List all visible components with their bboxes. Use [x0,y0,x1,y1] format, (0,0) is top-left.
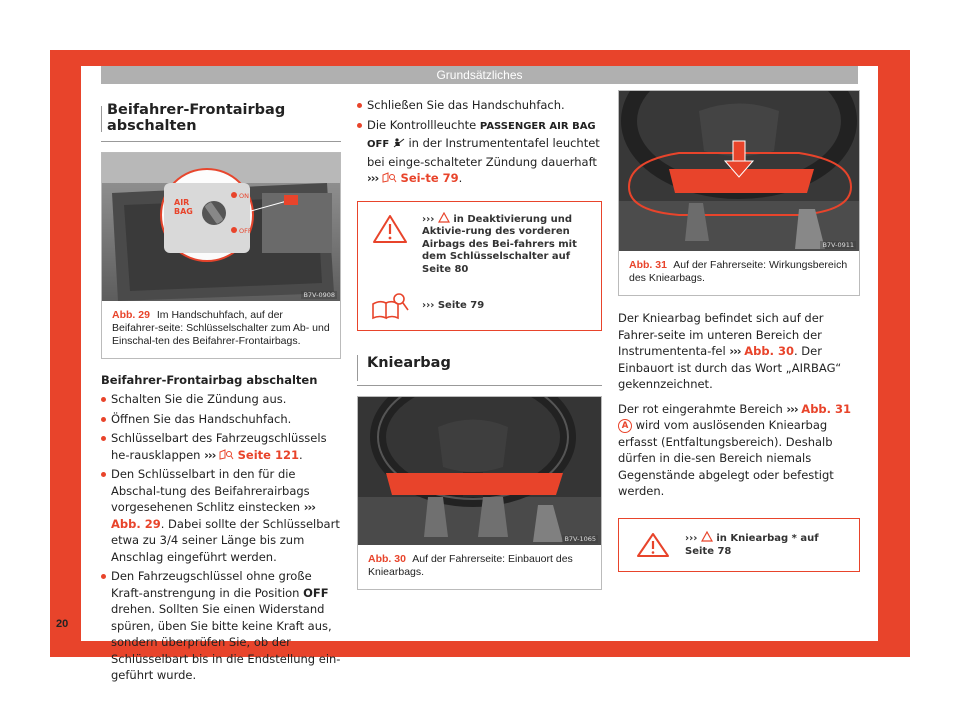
chapter-header: Grundsätzliches [101,66,858,84]
indicator-label: PASSENGER AIR BAG OFF [367,120,596,150]
figure-30-caption [358,545,601,589]
instructions-heading: Beifahrer-Frontairbag abschalten [101,373,318,387]
page-reference-link[interactable]: Seite 121 [237,447,299,462]
reference-arrows: ››› [685,533,698,544]
section-header [101,102,341,142]
figure-30-image [358,397,601,545]
list-item-text: Den Fahrzeugschlüssel ohne große Kraft-anstrengung in die Position [111,569,312,600]
figure-30-code: B7V-1065 [564,535,596,543]
warning-reference-link[interactable]: in Deaktivierung und Aktivie-rung des vorderen Airbags des Bei-fahrers mit dem Schlüsselschalter auf Seite 80 [422,213,577,275]
column-left [101,94,341,687]
section-title-kniearbag: Kniearbag [357,351,602,386]
section-title: Beifahrer-Frontairbag abschalten [101,102,341,142]
list-item-text: Schalten Sie die Zündung aus. [111,392,287,406]
figure-reference-link[interactable]: Abb. 30 [744,344,794,358]
warning-triangle-icon [633,531,673,559]
figure-reference-link[interactable]: Abb. 31 [801,401,852,416]
paragraph-text: . Der Einbauort ist durch das Wort „AIRBAG“ gekennzeichnet. [618,344,842,391]
figure-31-number: Abb. 31 [629,259,667,271]
figure-29-number: Abb. 29 [112,309,150,321]
reference-arrows: ››› [786,401,798,416]
paragraph-text: wird vom auslösenden Kniearbag erfasst (Entfaltungsbereich). Deshalb dürfen in die-sen Bereich niemals Gegenstände abgelegt oder befestigt werden. [618,418,834,498]
small-warning-icon [438,212,450,223]
list-item-text: Die Kontrollleuchte [367,117,477,132]
figure-29 [101,152,341,359]
figure-29-code: B7V-0908 [303,291,335,299]
list-item-text: Den Schlüsselbart in den für die Abschal-tung des Beifahrerairbags vorgesehenen Schlitz einstecken [111,467,310,514]
note-row-warning [370,212,589,277]
warning-notebox-kniearbag [618,518,860,572]
marker-a-badge: A [618,419,632,433]
reference-arrows: ››› [367,171,379,185]
small-warning-icon [701,531,713,542]
figure-31-caption [619,251,859,295]
list-item-text: Schließen Sie das Handschuhfach. [367,98,565,112]
warning-note-text [685,531,845,558]
list-item [101,466,341,565]
instruction-list-continued [357,97,602,187]
warning-notebox [357,201,602,332]
figure-31-image [619,91,859,251]
list-item-text: Schlüsselbart des Fahrzeugschlüssels he-rausklappen [111,431,327,462]
paragraph-deployment-area [618,401,860,500]
column-right [618,90,860,572]
warning-reference-link[interactable]: in Kniearbag * auf Seite 78 [685,533,819,557]
figure-29-label-off: OFF [239,227,252,235]
info-reference-link[interactable]: ››› Seite 79 [422,300,485,311]
page-reference-link[interactable]: Sei-te 79 [400,171,459,185]
key-book-icon [382,172,397,183]
paragraph-text: Der rot eingerahmte Bereich [618,401,783,416]
knee-airbag-deployment-illustration [619,91,859,251]
warning-triangle-icon [370,212,410,246]
figure-30-caption-text: Auf der Fahrerseite: Einbauort des Kniearbags. [368,553,573,578]
figure-29-label-bag: BAG [174,207,193,216]
reference-arrows: ››› [729,344,741,358]
instruction-list [101,391,341,684]
airbag-off-icon [393,138,405,148]
glovebox-illustration [102,153,340,301]
list-item [357,117,602,187]
warning-note-text [422,212,589,277]
reference-arrows: ››› [422,213,435,225]
figure-29-label-air: AIR [174,198,190,207]
list-item [357,97,602,114]
list-item [101,391,341,408]
page-number: 20 [56,618,69,630]
list-item-text: . [458,171,463,185]
list-item-text: . Dabei sollte der Schlüsselbart etwa zu 3/4 seiner Länge bis zum Anschlag eingeführt werden. [111,516,340,564]
figure-31-code: B7V-0911 [822,241,854,249]
figure-29-caption [102,301,340,358]
note-row-info [370,290,589,320]
figure-31-caption-text: Auf der Fahrerseite: Wirkungsbereich des Kniearbags. [629,259,848,284]
key-book-icon [219,449,234,460]
knee-airbag-location-illustration [358,397,601,545]
paragraph-location [618,310,860,393]
figure-30 [357,396,602,590]
list-item-text: drehen. Sollten Sie einen Widerstand spüren, üben Sie bitte keine Kraft aus, sondern überprüfen Sie, ob der Schlüsselbart bis in die Endstellung ein-geführt wurde. [111,602,341,682]
figure-29-caption-text: Im Handschuhfach, auf der Beifahrer-seite: Schlüsselschalter zum Ab- und Einschal-ten des Beifahrer-Frontairbags. [112,309,330,347]
figure-29-image [102,153,340,301]
off-position-label: OFF [303,585,329,600]
reference-arrows: ››› [204,447,216,462]
figure-29-label-on: ON [239,192,249,200]
reference-arrows: ››› [303,500,315,514]
list-item-text: Öffnen Sie das Handschuhfach. [111,411,292,426]
list-item-text: in der Instrumententafel leuchtet bei einge-schalteter Zündung dauerhaft [367,136,600,169]
section-header-kniearbag [357,351,602,386]
key-book-large-icon [370,290,410,320]
paragraph-text: Der Kniearbag befindet sich auf der Fahrer-seite im unteren Bereich der Instrumententa-fel [618,311,824,358]
figure-31 [618,90,860,296]
column-middle [357,97,602,590]
figure-30-number: Abb. 30 [368,553,406,565]
list-item [101,411,341,428]
list-item: Schlüsselbart des Fahrzeugschlüssels he-rausklappen ››› Seite 121. [101,430,341,463]
figure-reference-link[interactable]: Abb. 29 [111,516,161,531]
list-item [101,568,341,684]
